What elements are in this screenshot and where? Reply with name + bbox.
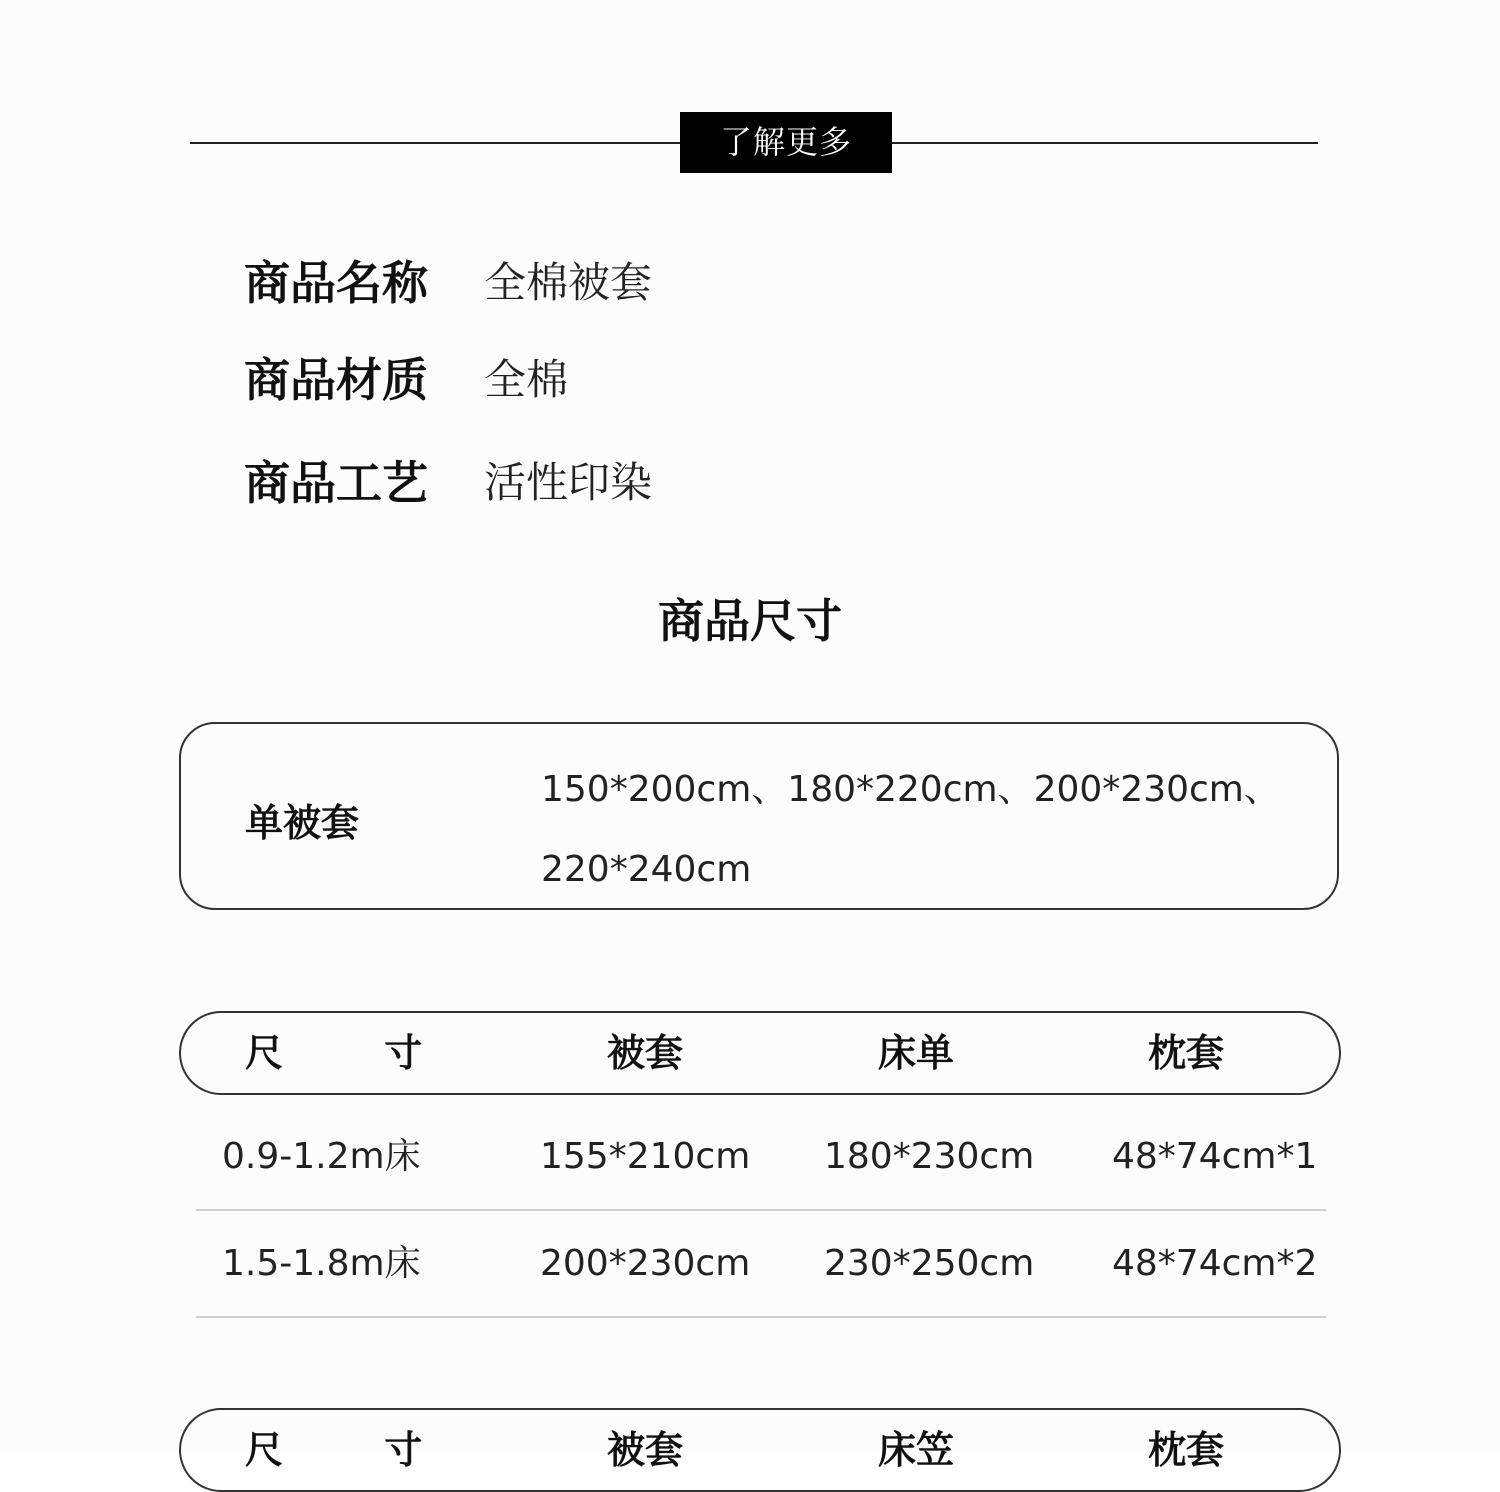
- table-header-duvet: 被套: [607, 1428, 684, 1472]
- info-row-name: [244, 250, 652, 310]
- fitted-sheet-table-header: [179, 1408, 1341, 1492]
- table-header-size: 尺 寸: [245, 1031, 467, 1075]
- table-row: [196, 1212, 1326, 1318]
- table-cell-pillowcase: 48*74cm*2: [1112, 1243, 1318, 1284]
- info-label: 商品材质: [244, 353, 428, 407]
- table-header-duvet: 被套: [607, 1031, 684, 1075]
- table-header-pillowcase: 枕套: [1148, 1031, 1225, 1075]
- single-duvet-label: 单被套: [245, 801, 360, 845]
- info-label: 商品工艺: [244, 456, 428, 510]
- table-cell-duvet: 155*210cm: [540, 1136, 751, 1177]
- table-header-sheet: 床单: [878, 1031, 955, 1075]
- info-value: 活性印染: [484, 458, 653, 507]
- table-cell-pillowcase: 48*74cm*1: [1112, 1136, 1318, 1177]
- table-cell-duvet: 200*230cm: [540, 1243, 751, 1284]
- table-cell-sheet: 230*250cm: [824, 1243, 1035, 1284]
- single-duvet-sizes: [541, 750, 1281, 910]
- single-duvet-sizes-line: 220*240cm: [541, 849, 752, 890]
- table-cell-sheet: 180*230cm: [824, 1136, 1035, 1177]
- info-value: 全棉被套: [484, 258, 653, 307]
- header-rule-left: [190, 142, 680, 144]
- info-row-material: [244, 347, 568, 407]
- learn-more-badge[interactable]: 了解更多: [680, 112, 892, 173]
- info-row-craft: [244, 450, 652, 510]
- table-cell-size: 1.5-1.8m床: [222, 1243, 421, 1284]
- size-table-header: [179, 1011, 1341, 1095]
- single-duvet-box: [179, 722, 1339, 910]
- table-row: [196, 1105, 1326, 1211]
- table-header-pillowcase: 枕套: [1148, 1428, 1225, 1472]
- table-header-fitted-sheet: 床笠: [878, 1428, 955, 1472]
- info-label: 商品名称: [244, 256, 428, 310]
- header-rule-right: [892, 142, 1318, 144]
- single-duvet-sizes-line: 150*200cm、180*220cm、200*230cm、: [541, 769, 1280, 810]
- info-value: 全棉: [484, 355, 569, 404]
- table-cell-size: 0.9-1.2m床: [222, 1136, 421, 1177]
- table-header-size: 尺 寸: [245, 1428, 467, 1472]
- size-section-title: 商品尺寸: [658, 594, 842, 648]
